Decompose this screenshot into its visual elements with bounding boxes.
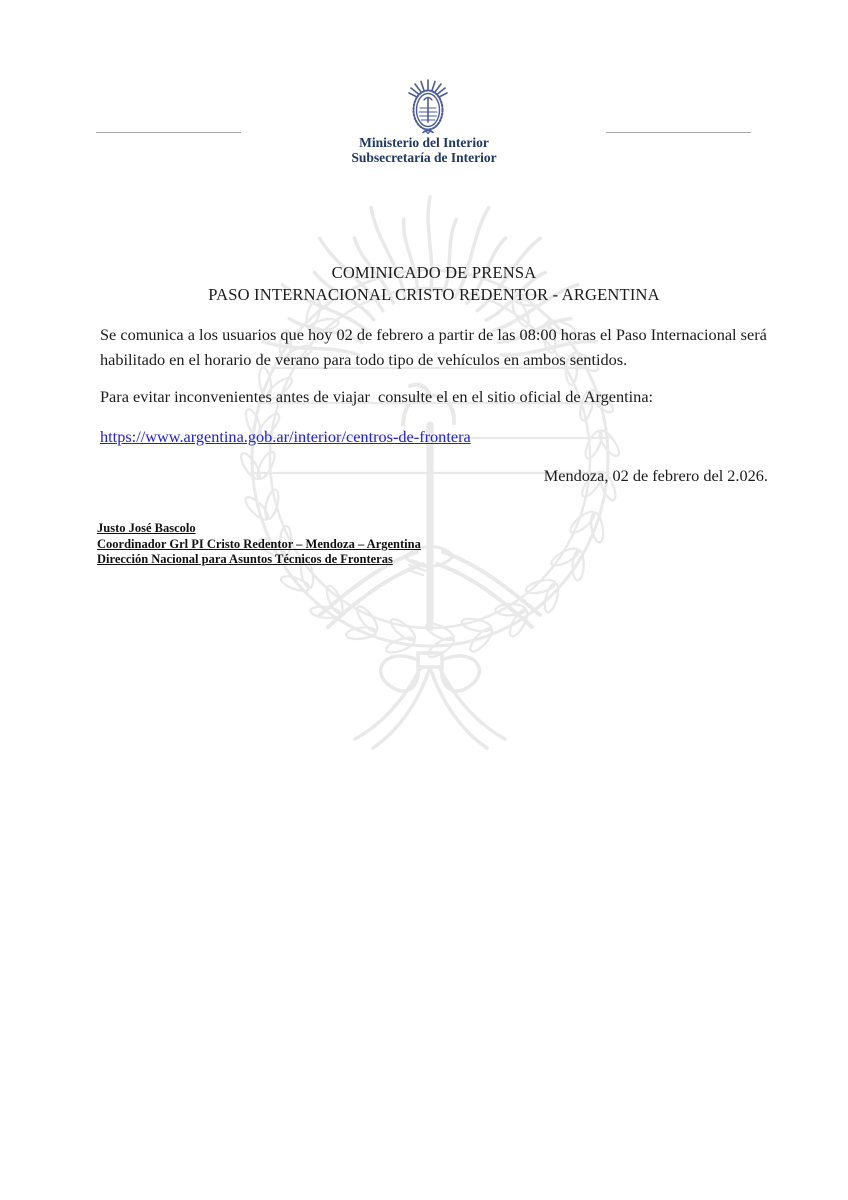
signature-block [97,521,421,568]
header-rule-left [96,132,241,133]
body-paragraph-2: Para evitar inconvenientes antes de viajar consulte el en el sitio oficial de Argentina: [100,387,654,406]
title-line-1: COMINICADO DE PRENSA [331,263,537,282]
signature-role: Coordinador Grl PI Cristo Redentor – Mendoza – Argentina [97,536,421,551]
signature-name: Justo José Bascolo [97,521,196,535]
body-paragraph-1: Se comunica a los usuarios que hoy 02 de febrero a partir de las 08:00 horas el Paso Internacional será habilitado en el horario de verano para todo tipo de vehículos en ambos sentidos. [100,325,767,369]
argentina-coat-of-arms-icon [396,78,460,136]
header-rule-right [606,132,751,133]
subsecretariat-name: Subsecretaría de Interior [351,150,497,165]
ministry-header [0,135,848,165]
title-line-2: PASO INTERNACIONAL CRISTO REDENTOR - ARGENTINA [208,284,660,304]
signature-office: Dirección Nacional para Asuntos Técnicos de Fronteras [97,552,393,566]
press-release-title [100,262,768,305]
frontier-centers-link[interactable]: https://www.argentina.gob.ar/interior/centros-de-frontera [100,427,471,446]
dateline: Mendoza, 02 de febrero del 2.026. [543,466,768,485]
ministry-name: Ministerio del Interior [359,135,489,150]
